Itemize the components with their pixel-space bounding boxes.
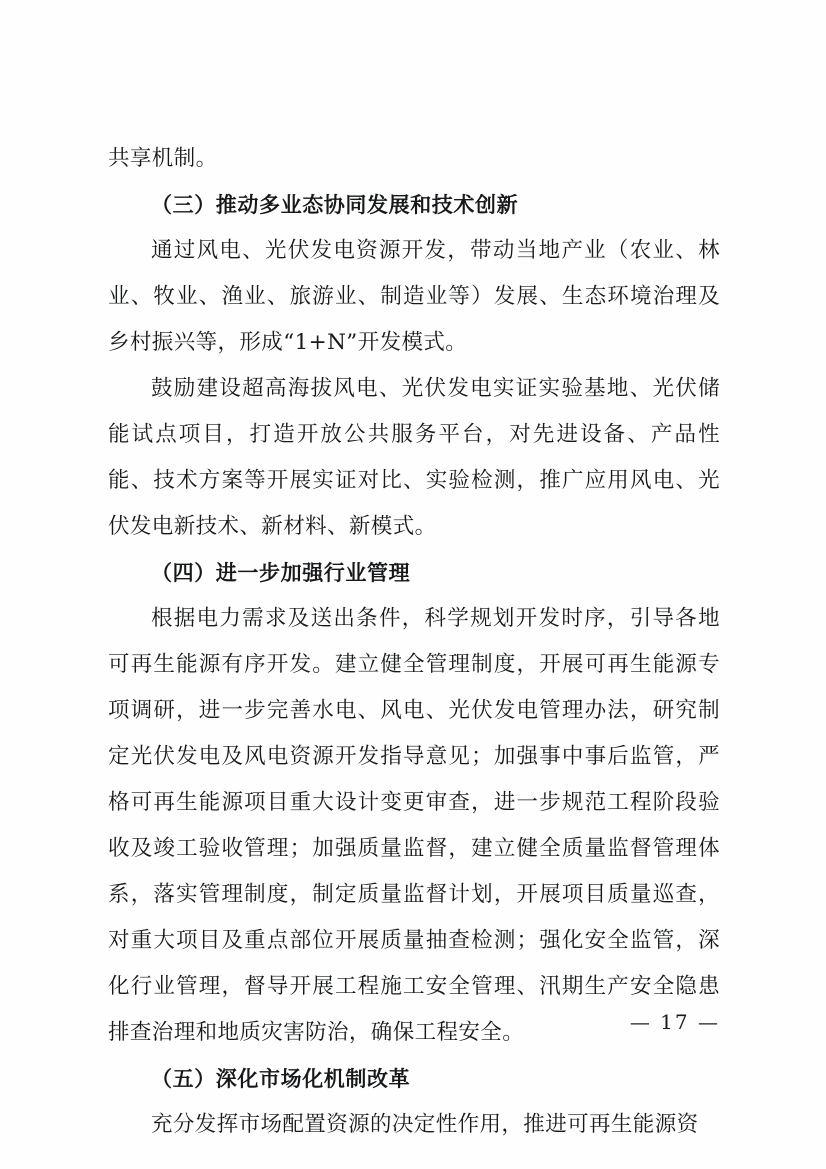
paragraph-demonstration-bases: 鼓励建设超高海拔风电、光伏发电实证实验基地、光伏储能试点项目，打造开放公共服务平台，对先进设备、产品性能、技术方案等开展实证对比、实验检测，推广应用风电、光伏发电新技术、新材料、新模式。 — [108, 376, 720, 539]
paragraph-continuation: 共享机制。 — [108, 146, 218, 171]
document-body — [108, 136, 720, 1148]
paragraph-market-reform: 充分发挥市场配置资源的决定性作用，推进可再生能源资 — [151, 1112, 699, 1137]
section-heading-five: （五）深化市场化机制改革 — [151, 1067, 411, 1091]
section-heading-three: （三）推动多业态协同发展和技术创新 — [151, 193, 519, 217]
paragraph-industry-management: 根据电力需求及送出条件，科学规划开发时序，引导各地可再生能源有序开发。建立健全管理制度，开展可再生能源专项调研，进一步完善水电、风电、光伏发电管理办法，研究制定光伏发电及风电资源开发指导意见；加强事中事后监管，严格可再生能源项目重大设计变更审查，进一步规范工程阶段验收及竣工验收管理；加强质量监督，建立健全质量监督管理体系，落实管理制度，制定质量监督计划，开展项目质量巡查，对重大项目及重点部位开展质量抽查检测；强化安全监管，深化行业管理，督导开展工程施工安全管理、汛期生产安全隐患排查治理和地质灾害防治，确保工程安全。 — [108, 606, 720, 1045]
paragraph-industry-synergy: 通过风电、光伏发电资源开发，带动当地产业（农业、林业、牧业、渔业、旅游业、制造业等）发展、生态环境治理及乡村振兴等，形成“1+N”开发模式。 — [108, 238, 720, 355]
page-number: — 17 — — [629, 1010, 720, 1034]
section-heading-four: （四）进一步加强行业管理 — [151, 561, 411, 585]
